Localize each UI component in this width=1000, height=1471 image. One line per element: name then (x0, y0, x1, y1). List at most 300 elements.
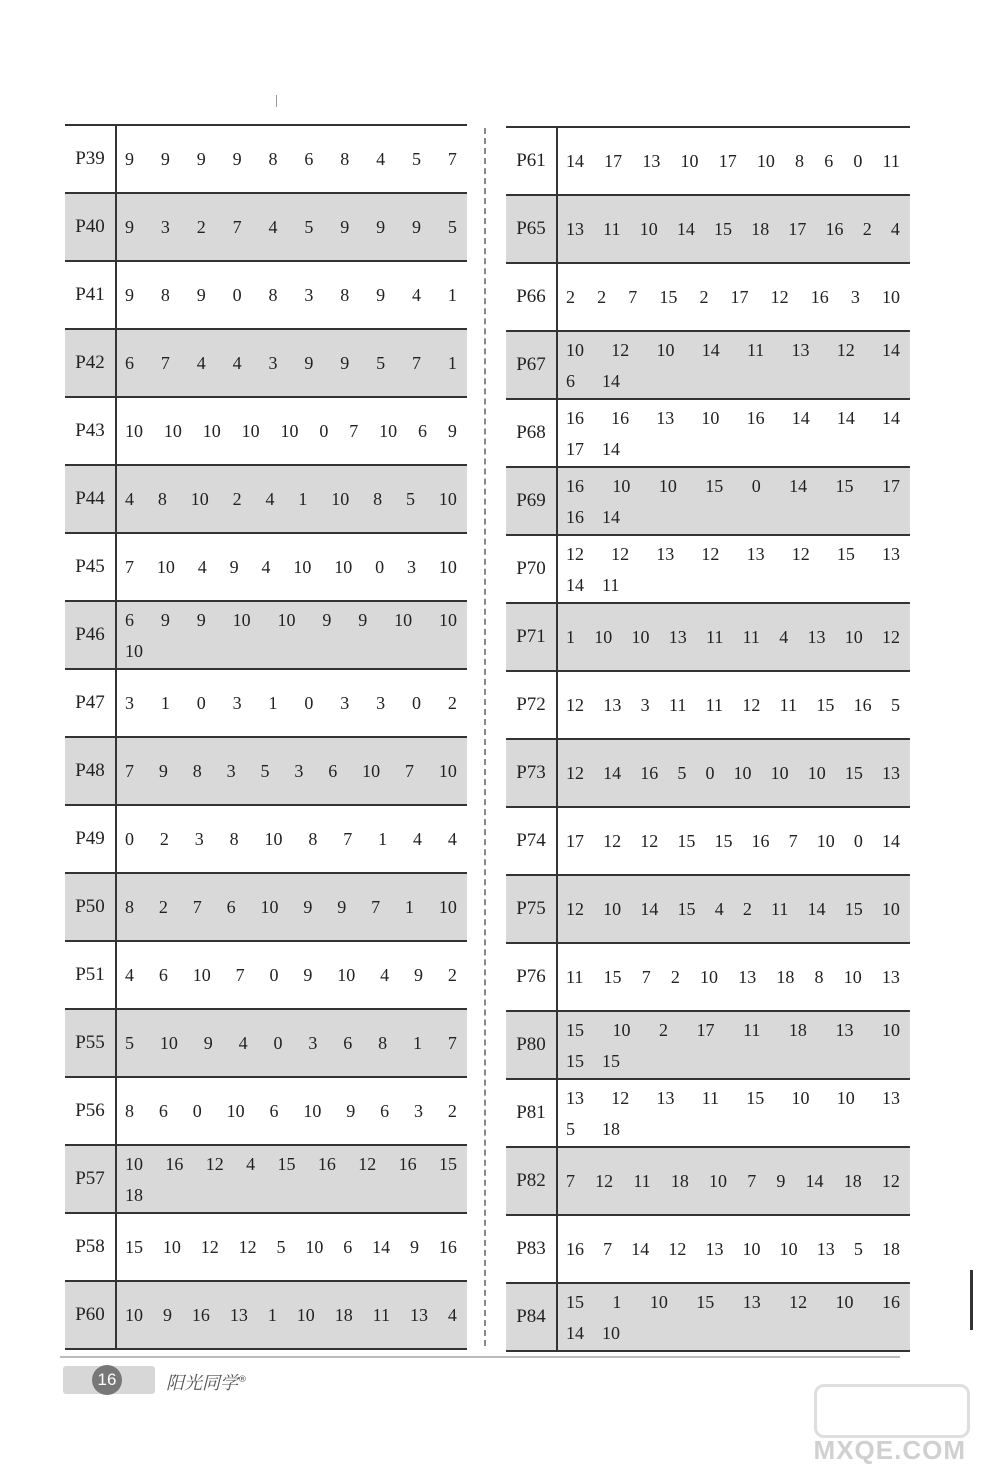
answer-value: 2 (566, 286, 575, 307)
answer-value: 5 (376, 352, 386, 373)
answer-values (557, 399, 910, 467)
answer-value: 12 (668, 1238, 687, 1259)
answer-value: 8 (308, 828, 318, 849)
answer-value: 0 (705, 762, 715, 783)
answer-value: 12 (200, 1236, 219, 1257)
answer-value: 4 (246, 1154, 256, 1174)
answer-value: 4 (380, 964, 390, 985)
answer-value: 2 (447, 964, 457, 985)
answer-value: 11 (706, 626, 724, 647)
answer-row (506, 875, 910, 943)
answer-value: 0 (196, 692, 206, 713)
answer-value: 16 (317, 1154, 336, 1174)
answer-value: 14 (631, 1238, 650, 1259)
answer-value: 7 (125, 556, 134, 577)
answer-value: 9 (340, 216, 350, 237)
answer-value: 10 (232, 610, 251, 630)
answer-values (557, 1215, 910, 1283)
answer-value: 10 (733, 762, 752, 783)
answer-value: 3 (226, 760, 236, 781)
answer-value: 9 (232, 148, 242, 169)
answer-value: 13 (738, 966, 757, 987)
answer-value: 0 (232, 284, 242, 305)
answer-value: 0 (375, 556, 385, 577)
answer-value: 10 (125, 1304, 143, 1325)
answer-value: 8 (192, 760, 202, 781)
answer-value: 4 (447, 1304, 457, 1325)
answer-values (557, 739, 910, 807)
answer-value: 5 (125, 1032, 134, 1053)
answer-value: 10 (190, 488, 209, 509)
answer-value: 14 (789, 476, 808, 496)
answer-value: 8 (229, 828, 239, 849)
answer-value: 13 (835, 1020, 854, 1040)
answer-value: 10 (680, 150, 699, 171)
answer-value: 4 (413, 828, 422, 849)
answer-value: 13 (566, 218, 584, 239)
answer-value: 4 (890, 218, 900, 239)
page-label: P58 (65, 1213, 116, 1281)
answer-row (506, 1147, 910, 1215)
answer-value: 9 (160, 148, 170, 169)
answer-value: 8 (125, 896, 134, 917)
answer-value: 14 (602, 507, 620, 527)
answer-value: 2 (158, 896, 168, 917)
answer-value: 10 (612, 476, 631, 496)
answer-row (506, 603, 910, 671)
answer-value: 14 (805, 1170, 824, 1191)
answer-value: 3 (294, 760, 304, 781)
answer-value: 8 (378, 1032, 388, 1053)
answer-value: 18 (602, 1119, 620, 1139)
answer-row (506, 127, 910, 195)
answer-value: 15 (836, 544, 855, 564)
answer-value: 16 (398, 1154, 417, 1174)
answer-value: 14 (701, 340, 720, 360)
answer-row (65, 329, 467, 397)
answer-value: 3 (376, 692, 386, 713)
answer-value: 16 (165, 1154, 184, 1174)
answer-value: 7 (125, 760, 134, 781)
answer-value: 13 (746, 544, 765, 564)
answer-value: 5 (677, 762, 687, 783)
answer-value: 2 (447, 692, 457, 713)
page-label: P83 (506, 1215, 557, 1283)
watermark-site: MXQE.COM (813, 1435, 966, 1465)
answer-row (506, 331, 910, 399)
answer-values (116, 1213, 467, 1281)
answer-value: 14 (566, 575, 584, 595)
answer-value: 12 (836, 340, 855, 360)
answer-value: 12 (238, 1236, 257, 1257)
column-divider (484, 128, 486, 1346)
answer-values (116, 1077, 467, 1145)
answer-value: 14 (881, 408, 900, 428)
answer-value: 7 (232, 216, 242, 237)
answer-row (506, 671, 910, 739)
answer-row (65, 125, 467, 193)
answer-value: 7 (566, 1170, 575, 1191)
answer-value: 14 (602, 371, 620, 391)
answer-row (506, 467, 910, 535)
answer-value: 9 (303, 964, 313, 985)
answer-value: 3 (640, 694, 650, 715)
answer-value: 12 (603, 830, 622, 851)
answer-value: 5 (304, 216, 314, 237)
answer-value: 9 (125, 216, 134, 237)
answer-values (116, 1009, 467, 1077)
answer-value: 15 (566, 1051, 584, 1071)
answer-value: 10 (756, 150, 775, 171)
answer-value: 15 (603, 966, 622, 987)
answer-value: 6 (328, 760, 338, 781)
answer-value: 13 (881, 966, 900, 987)
answer-value: 5 (853, 1238, 863, 1259)
answer-value: 5 (406, 488, 415, 509)
answer-value: 10 (226, 1100, 245, 1121)
answer-value: 16 (611, 408, 630, 428)
answer-value: 14 (791, 408, 810, 428)
answer-value: 7 (405, 760, 414, 781)
answer-value: 15 (844, 762, 863, 783)
answer-values (557, 943, 910, 1011)
answer-value: 13 (705, 1238, 724, 1259)
answer-row (506, 1011, 910, 1079)
answer-row (65, 1281, 467, 1349)
answer-value: 9 (196, 284, 206, 305)
answer-value: 12 (611, 544, 630, 564)
answer-value: 8 (268, 284, 278, 305)
answer-value: 10 (701, 408, 720, 428)
page-label: P44 (65, 465, 116, 533)
answer-values (557, 127, 910, 195)
answer-value: 10 (881, 286, 900, 307)
answer-value: 2 (159, 828, 169, 849)
page-label: P55 (65, 1009, 116, 1077)
answer-value: 10 (394, 610, 413, 630)
answer-value: 16 (566, 507, 584, 527)
answer-value: 15 (714, 830, 733, 851)
answer-value: 9 (162, 1304, 172, 1325)
answer-row (506, 535, 910, 603)
answer-value: 11 (779, 694, 797, 715)
answer-values (116, 533, 467, 601)
answer-value: 16 (191, 1304, 210, 1325)
answer-value: 0 (304, 692, 314, 713)
answer-value: 0 (319, 420, 329, 441)
page-label: P80 (506, 1011, 557, 1079)
answer-value: 15 (677, 898, 696, 919)
page-label: P41 (65, 261, 116, 329)
answer-row (506, 1283, 910, 1351)
answer-value: 9 (125, 148, 134, 169)
answer-value: 10 (156, 556, 175, 577)
answer-value: 3 (268, 352, 278, 373)
answer-value: 6 (304, 148, 314, 169)
answer-value: 4 (197, 556, 207, 577)
answer-row (506, 739, 910, 807)
answer-values (116, 465, 467, 533)
answer-row (506, 263, 910, 331)
answer-value: 10 (881, 898, 900, 919)
answer-value: 0 (853, 150, 863, 171)
answer-value: 4 (238, 1032, 248, 1053)
answer-value: 1 (612, 1292, 622, 1312)
answer-value: 10 (305, 1236, 324, 1257)
answer-value: 1 (405, 896, 414, 917)
answer-row (65, 193, 467, 261)
answer-value: 11 (743, 1020, 761, 1040)
answer-value: 0 (269, 964, 279, 985)
answer-value: 14 (603, 762, 622, 783)
answer-value: 7 (747, 1170, 757, 1191)
answer-value: 8 (814, 966, 824, 987)
answer-value: 6 (158, 1100, 168, 1121)
answer-value: 12 (640, 830, 659, 851)
answer-value: 1 (413, 1032, 422, 1053)
answer-value: 10 (296, 1304, 315, 1325)
answer-value: 2 (670, 966, 680, 987)
answer-value: 10 (639, 218, 658, 239)
page-label: P65 (506, 195, 557, 263)
answer-value: 5 (566, 1119, 575, 1139)
scan-tick (276, 95, 277, 107)
page-label: P49 (65, 805, 116, 873)
answer-value: 11 (771, 898, 789, 919)
answer-value: 10 (202, 420, 221, 441)
answer-value: 16 (566, 476, 584, 496)
answer-value: 13 (642, 150, 661, 171)
answer-value: 10 (162, 1236, 181, 1257)
answer-value: 8 (157, 488, 167, 509)
answer-value: 13 (409, 1304, 428, 1325)
answer-value: 2 (597, 286, 607, 307)
answer-value: 4 (125, 488, 134, 509)
answer-value: 13 (881, 762, 900, 783)
answer-value: 9 (303, 896, 313, 917)
answer-value: 9 (414, 964, 423, 985)
answer-value: 12 (358, 1154, 377, 1174)
answer-value: 9 (376, 216, 386, 237)
answer-value: 9 (160, 610, 170, 630)
answer-value: 9 (196, 148, 206, 169)
page-label: P43 (65, 397, 116, 465)
answer-value: 12 (205, 1154, 224, 1174)
answer-value: 6 (226, 896, 236, 917)
page-label: P75 (506, 875, 557, 943)
answer-value: 12 (881, 1170, 900, 1191)
answer-values (557, 1147, 910, 1215)
answer-value: 10 (700, 966, 719, 987)
margin-mark (970, 1270, 973, 1330)
answer-row (65, 533, 467, 601)
answer-value: 17 (730, 286, 749, 307)
page-label: P51 (65, 941, 116, 1009)
answer-value: 6 (380, 1100, 390, 1121)
answer-row (65, 941, 467, 1009)
answer-value: 10 (438, 488, 457, 509)
answer-value: 1 (267, 1304, 277, 1325)
answer-values (557, 807, 910, 875)
answer-value: 7 (603, 1238, 613, 1259)
answer-value: 15 (277, 1154, 296, 1174)
answer-value: 10 (816, 830, 835, 851)
answer-value: 10 (163, 420, 182, 441)
answer-value: 11 (372, 1304, 391, 1325)
answer-value: 3 (304, 284, 314, 305)
answer-value: 10 (125, 641, 143, 661)
answer-value: 12 (611, 1088, 630, 1108)
answer-value: 15 (566, 1020, 584, 1040)
answer-value: 14 (836, 408, 855, 428)
answer-value: 10 (603, 898, 622, 919)
page-label: P84 (506, 1283, 557, 1351)
answer-value: 14 (881, 340, 900, 360)
answer-values (116, 805, 467, 873)
answer-value: 4 (232, 352, 242, 373)
answer-value: 16 (566, 408, 584, 428)
answer-value: 16 (566, 1238, 584, 1259)
page-label: P57 (65, 1145, 116, 1213)
answer-value: 10 (241, 420, 260, 441)
answer-value: 2 (862, 218, 872, 239)
answer-value: 1 (447, 352, 457, 373)
answer-value: 0 (273, 1032, 283, 1053)
answer-value: 16 (640, 762, 659, 783)
answer-value: 10 (438, 896, 457, 917)
answer-value: 6 (158, 964, 168, 985)
answer-row (65, 737, 467, 805)
answer-row (65, 669, 467, 737)
answer-value: 16 (825, 218, 844, 239)
answer-value: 13 (881, 544, 900, 564)
answer-value: 9 (229, 556, 239, 577)
answer-value: 6 (418, 420, 427, 441)
answer-value: 10 (658, 476, 677, 496)
watermark-badge (814, 1384, 970, 1438)
answer-value: 10 (277, 610, 296, 630)
answer-value: 9 (376, 284, 386, 305)
answer-value: 18 (788, 1020, 807, 1040)
answer-value: 8 (125, 1100, 134, 1121)
answer-value: 5 (276, 1236, 286, 1257)
answer-value: 16 (751, 830, 770, 851)
answer-value: 14 (881, 830, 900, 851)
answer-value: 15 (746, 1088, 765, 1108)
answer-value: 1 (298, 488, 308, 509)
answer-value: 13 (742, 1292, 761, 1312)
page-label: P82 (506, 1147, 557, 1215)
answer-value: 11 (633, 1170, 651, 1191)
answer-value: 14 (676, 218, 695, 239)
answer-value: 7 (192, 896, 202, 917)
answer-value: 10 (602, 1323, 620, 1343)
page-label: P69 (506, 467, 557, 535)
page-label: P67 (506, 331, 557, 399)
answer-values (557, 1283, 910, 1351)
answer-value: 15 (677, 830, 696, 851)
answer-value: 10 (835, 1292, 854, 1312)
answer-value: 4 (268, 216, 278, 237)
answer-value: 13 (881, 1088, 900, 1108)
answer-value: 7 (641, 966, 651, 987)
page-label: P48 (65, 737, 116, 805)
answer-value: 3 (850, 286, 860, 307)
answer-value: 3 (160, 216, 170, 237)
answer-value: 12 (701, 544, 720, 564)
answer-value: 10 (438, 760, 457, 781)
answer-value: 17 (696, 1020, 715, 1040)
answer-row (65, 397, 467, 465)
answer-value: 10 (742, 1238, 761, 1259)
answer-value: 1 (566, 626, 575, 647)
page-label: P60 (65, 1281, 116, 1349)
page-label: P46 (65, 601, 116, 669)
answer-value: 17 (566, 439, 584, 459)
answer-value: 10 (192, 964, 211, 985)
page-label: P50 (65, 873, 116, 941)
answer-value: 4 (265, 488, 275, 509)
answer-value: 12 (742, 694, 761, 715)
answer-row (65, 601, 467, 669)
answer-value: 9 (410, 1236, 419, 1257)
answer-value: 16 (853, 694, 872, 715)
answer-value: 10 (337, 964, 356, 985)
answer-values (116, 601, 467, 669)
answer-value: 16 (438, 1236, 457, 1257)
page-label: P40 (65, 193, 116, 261)
answer-value: 6 (125, 610, 134, 630)
answer-value: 14 (602, 439, 620, 459)
answer-value: 18 (776, 966, 795, 987)
answer-values (557, 195, 910, 263)
answer-value: 5 (260, 760, 270, 781)
answer-value: 15 (659, 286, 678, 307)
page-label: P47 (65, 669, 116, 737)
answer-values (116, 1281, 467, 1349)
answer-value: 9 (337, 896, 347, 917)
answer-value: 7 (788, 830, 798, 851)
answer-value: 14 (372, 1236, 391, 1257)
answer-value: 12 (566, 544, 584, 564)
answer-value: 6 (269, 1100, 279, 1121)
answer-value: 11 (603, 218, 621, 239)
answer-value: 13 (229, 1304, 248, 1325)
answer-value: 10 (303, 1100, 322, 1121)
answer-value: 10 (566, 340, 584, 360)
answer-value: 10 (843, 966, 862, 987)
answer-value: 0 (125, 828, 134, 849)
answer-value: 3 (340, 692, 350, 713)
answer-value: 1 (378, 828, 388, 849)
answer-values (116, 737, 467, 805)
answer-value: 4 (412, 284, 421, 305)
answer-value: 7 (628, 286, 638, 307)
answer-value: 10 (125, 1154, 143, 1174)
answer-value: 11 (602, 575, 620, 595)
answer-value: 6 (343, 1032, 353, 1053)
answer-value: 15 (125, 1236, 143, 1257)
answer-value: 10 (264, 828, 283, 849)
answer-value: 8 (160, 284, 170, 305)
answer-value: 10 (379, 420, 398, 441)
answer-row (65, 1213, 467, 1281)
answer-value: 10 (791, 1088, 810, 1108)
answer-value: 4 (376, 148, 386, 169)
answer-value: 13 (656, 544, 675, 564)
answer-value: 13 (816, 1238, 835, 1259)
answer-value: 2 (699, 286, 709, 307)
